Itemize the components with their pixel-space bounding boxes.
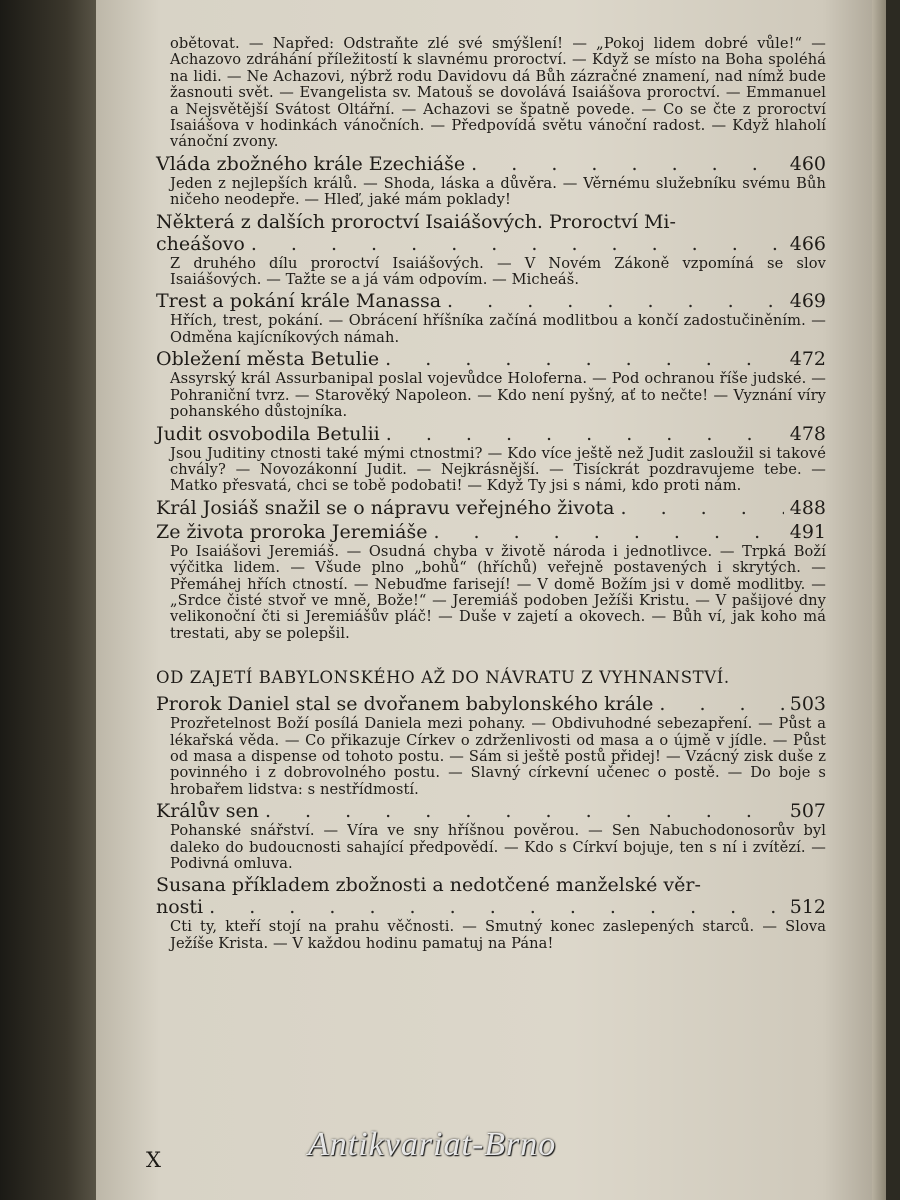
toc-entry-kraluv-sen [156, 800, 826, 872]
toc-entry-josias [156, 497, 826, 519]
page-folio: X [146, 1148, 161, 1172]
entry-title: Ze života proroka Jeremiáše [156, 520, 428, 543]
entry-page: 503 [789, 693, 826, 716]
entry-title: Některá z dalších proroctví Isaiášových. Proroctví Mi- [156, 210, 676, 233]
entry-description: Jsou Juditiny ctnosti také mými ctnostmi? — Kdo více ještě než Judit zasloužil si takové chvály? — Novozákonní Judit. — Nejkrásnější. — Tisíckrát pozdravujeme tebe. — Matko přesvatá, chci se tobě podobati! — Když Ty jsi s námi, kdo proti nám. [170, 444, 826, 495]
book-page [96, 0, 886, 1200]
entry-title-cont: nosti [156, 896, 204, 919]
leader-dots [621, 497, 784, 519]
table-of-contents [156, 36, 826, 954]
toc-entry-manasses [156, 290, 826, 346]
watermark: Antikvariat-Brno [308, 1126, 557, 1163]
toc-entry-betulia [156, 348, 826, 420]
entry-page: 512 [789, 896, 826, 919]
entry-page: 469 [789, 290, 826, 313]
toc-entry-judit [156, 423, 826, 495]
leader-dots [447, 290, 784, 312]
leader-dots [659, 693, 783, 715]
entry-page: 472 [789, 348, 826, 371]
leader-dots [471, 153, 784, 175]
entry-title-cont: cheášovo [156, 232, 245, 255]
entry-page: 466 [789, 232, 826, 255]
entry-page: 488 [789, 496, 826, 519]
entry-description: Jeden z nejlepších králů. — Shoda, láska a důvěra. — Věrnému služebníku svému Bůh ničeho neodepře. — Hleď, jaké mám poklady! [170, 174, 826, 209]
page-edge [872, 0, 886, 1200]
entry-title: Susana příkladem zbožnosti a nedotčené manželské věr- [156, 874, 701, 897]
toc-entry-daniel [156, 693, 826, 798]
entry-description: Z druhého dílu proroctví Isaiášových. — V Novém Zákoně vzpomíná se slov Isaiášových. — Tažte se a já vám odpovím. — Micheáš. [170, 254, 826, 289]
entry-description: Assyrský král Assurbanipal poslal vojevůdce Holoferna. — Pod ochranou říše judské. — Pohraniční tvrz. — Starověký Napoleon. — Kdo není pyšný, ať to nečte! — Vyznání víry pohanského důstojníka. [170, 370, 826, 421]
entry-page: 507 [789, 800, 826, 823]
leader-dots [265, 800, 784, 822]
toc-entry-susana [156, 874, 826, 952]
entry-title: Trest a pokání krále Manassa [156, 290, 442, 313]
leader-dots [209, 896, 784, 918]
toc-entry-isaias-micheas [156, 211, 826, 289]
entry-description: Prozřetelnost Boží posílá Daniela mezi pohany. — Obdivuhodné sebezapření. — Půst a lékařská věda. — Co přikazuje Církev o zdrženlivosti od masa a o újmě v jídle. — Půst od masa a dispense od tohoto postu. — Sám si ještě postů přidej! — Vzácný zisk duše z povinného i z dobrovolného postu. — Slavný církevní učenec o postě. — Do boje s hrobařem lidstva: s nestřídmostí. [170, 715, 826, 798]
entry-description: obětovat. — Napřed: Odstraňte zlé své smýšlení! — „Pokoj lidem dobré vůle!“ — Achazovo zdráhání příležitostí k slavnému proroctví. — Když se místo na Boha spoléhá na lidi. — Ne Achazovi, nýbrž rodu Davidovu dá Bůh zázračné znamení, nad nímž bude žasnouti svět. — Evangelista sv. Matouš se dovolává Isaiášova proroctví. — Emmanuel a Nejsvětější Svátost Oltářní. — Achazovi se špatně povede. — Co se čte z proroctví Isaiášova v hodinkách vánočních. — Předpovídá světu vánoční radost. — Když hlaholí vánoční zvony. [170, 35, 826, 151]
leader-dots [433, 521, 783, 543]
toc-entry-ezechias [156, 153, 826, 209]
section-title: OD ZAJETÍ BABYLONSKÉHO AŽ DO NÁVRATU Z VYHNANSTVÍ. [156, 668, 730, 688]
entry-description: Po Isaiášovi Jeremiáš. — Osudná chyba v životě národa i jednotlivce. — Trpká Boží výčitka lidem. — Všude plno „bohů“ (hříchů) veřejně postavených i skrytých. — Přemáhej hřích ctností. — Nebuďme farisejí! — V domě Božím jsi v domě modlitby. — „Srdce čisté stvoř ve mně, Bože!“ — Jeremiáš podoben Ježíši Kristu. — V pašijové dny velikonoční čti si Jeremiášův pláč! — Duše v zajetí a okovech. — Bůh ví, jak koho má trestati, aby se polepšil. [170, 542, 826, 642]
toc-entry-jeremias [156, 521, 826, 642]
leader-dots [386, 423, 784, 445]
entry-title: Král Josiáš snažil se o nápravu veřejného života [156, 496, 615, 519]
entry-title: Králův sen [156, 800, 259, 823]
entry-page: 478 [789, 422, 826, 445]
entry-page: 460 [789, 152, 826, 175]
entry-description: Hřích, trest, pokání. — Obrácení hříšníka začíná modlitbou a končí zadostučiněním. — Odměna kajícníkových námah. [170, 312, 826, 346]
leader-dots [251, 233, 784, 255]
entry-title: Judit osvobodila Betulii [156, 422, 380, 445]
entry-description: Pohanské snářství. — Víra ve sny hříšnou pověrou. — Sen Nabuchodonosorův byl daleko do budoucnosti sahající předpovědí. — Kdo s Církví bojuje, ten s ní i zvítězí. — Podivná omluva. [170, 822, 826, 872]
entry-description: Cti ty, kteří stojí na prahu věčnosti. — Smutný konec zaslepených starců. — Slova Ježíše Krista. — V každou hodinu pamatuj na Pána! [170, 918, 826, 952]
leader-dots [385, 348, 784, 370]
entry-page: 491 [789, 520, 826, 543]
entry-title: Obležení města Betulie [156, 348, 380, 371]
entry-title: Prorok Daniel stal se dvořanem babylonského krále [156, 693, 654, 716]
entry-title: Vláda zbožného krále Ezechiáše [156, 152, 466, 175]
